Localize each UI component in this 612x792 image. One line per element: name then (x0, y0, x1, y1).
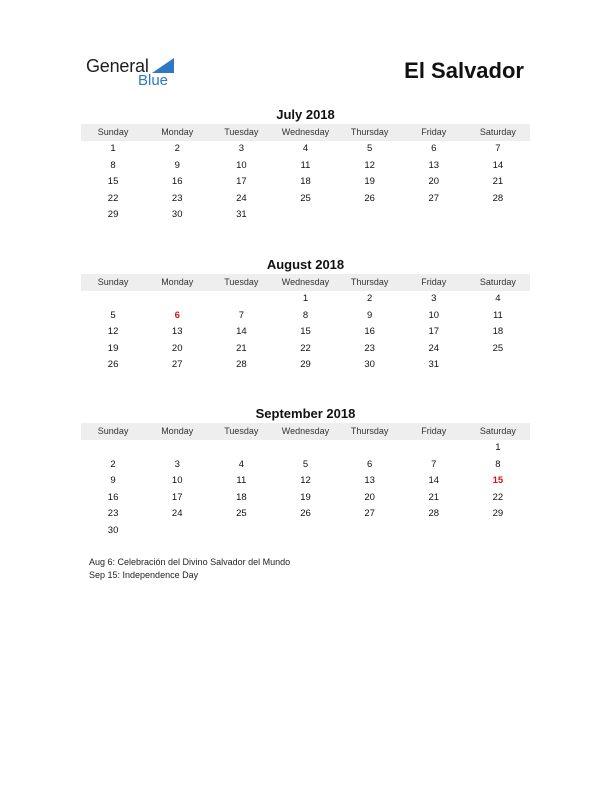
month-title: July 2018 (276, 107, 335, 122)
weekday-label: Sunday (97, 277, 129, 287)
day-cell: 27 (171, 359, 183, 370)
day-cell (209, 440, 273, 457)
weekday-label: Friday (421, 426, 447, 436)
day-cell: 28 (236, 359, 247, 370)
day-cell: 15 (107, 176, 119, 187)
weekday-label: Sunday (97, 127, 129, 137)
day-cell: 23 (364, 342, 375, 354)
holiday-item: Aug 6: Celebración del Divino Salvador del Mundo (89, 557, 291, 567)
day-cell: 10 (428, 309, 440, 321)
month-title: September 2018 (255, 406, 356, 421)
day-cell (402, 440, 466, 457)
day-cell (466, 207, 530, 224)
day-cell: 5 (366, 143, 373, 154)
week-row (81, 341, 530, 358)
weekday-label: Monday (161, 277, 194, 287)
week-row (81, 523, 530, 540)
day-cell: 17 (171, 491, 183, 503)
month-title: August 2018 (266, 257, 345, 272)
day-cell (81, 291, 145, 308)
weekday-label: Friday (421, 277, 447, 287)
day-cell (466, 357, 530, 374)
day-cell: 9 (174, 159, 180, 171)
day-cell: 31 (236, 209, 247, 220)
weekday-label: Tuesday (224, 277, 259, 287)
day-cell (338, 207, 402, 224)
day-cell (145, 523, 209, 540)
day-cell: 21 (236, 342, 247, 354)
day-cell (338, 440, 402, 457)
day-cell (338, 523, 402, 540)
weekday-label: Sunday (97, 426, 129, 436)
week-row (81, 207, 530, 224)
day-cell: 22 (107, 192, 119, 204)
day-cell: 29 (107, 209, 119, 220)
weekday-header-row (81, 274, 530, 291)
day-cell: 14 (492, 159, 504, 171)
holiday-day-cell: 6 (174, 309, 180, 321)
day-cell: 20 (364, 491, 375, 503)
day-cell: 30 (107, 524, 119, 536)
weekday-label: Friday (421, 127, 447, 137)
day-cell: 27 (428, 192, 440, 204)
day-cell: 29 (492, 508, 504, 519)
day-cell (273, 207, 337, 224)
day-cell: 1 (495, 442, 501, 453)
day-cell (273, 440, 337, 457)
week-row (81, 506, 530, 523)
day-cell: 2 (366, 293, 373, 304)
week-row (81, 158, 530, 175)
day-cell: 17 (236, 176, 247, 187)
week-row (81, 457, 530, 474)
day-cell: 7 (238, 309, 244, 321)
day-cell: 3 (431, 293, 437, 304)
logo-general-text: General (86, 56, 149, 76)
weekday-label: Saturday (479, 426, 516, 436)
day-cell: 18 (300, 176, 311, 187)
day-cell: 19 (107, 342, 119, 354)
day-cell: 30 (364, 359, 375, 370)
week-row (81, 473, 530, 490)
day-cell: 21 (428, 491, 440, 503)
weekday-header-row (81, 124, 530, 141)
month-calendar (81, 405, 530, 539)
day-cell: 1 (302, 293, 309, 304)
week-row (81, 308, 530, 325)
day-cell: 26 (300, 508, 311, 519)
weekday-label: Monday (161, 127, 194, 137)
holiday-day-cell: 15 (492, 475, 504, 486)
day-cell: 23 (171, 192, 183, 204)
day-cell (402, 523, 466, 540)
week-row (81, 141, 530, 158)
holiday-item: Sep 15: Independence Day (89, 570, 199, 580)
day-cell: 28 (492, 192, 504, 204)
day-cell: 3 (174, 458, 180, 470)
day-cell (402, 207, 466, 224)
day-cell: 24 (236, 192, 247, 204)
logo-triangle-icon (152, 58, 174, 73)
week-row (81, 174, 530, 191)
day-cell: 26 (364, 192, 375, 204)
day-cell: 4 (238, 458, 244, 470)
day-cell: 8 (495, 458, 501, 470)
week-row (81, 490, 530, 507)
day-cell: 26 (107, 359, 119, 370)
day-cell: 19 (364, 176, 375, 187)
weekday-label: Thursday (350, 277, 389, 287)
day-cell: 20 (171, 342, 183, 354)
day-cell: 7 (495, 143, 501, 154)
week-row (81, 324, 530, 341)
generalblue-logo (86, 56, 186, 90)
day-cell: 10 (236, 159, 247, 171)
day-cell: 14 (428, 475, 440, 486)
weekday-label: Tuesday (224, 426, 259, 436)
day-cell: 31 (428, 359, 440, 370)
day-cell: 25 (492, 342, 504, 354)
day-cell: 19 (300, 491, 311, 503)
day-cell: 1 (110, 143, 116, 154)
day-cell: 18 (236, 491, 247, 503)
day-cell (145, 291, 209, 308)
day-cell: 12 (107, 326, 119, 337)
weekday-label: Saturday (479, 277, 516, 287)
day-cell: 7 (431, 458, 437, 470)
month-calendar (81, 106, 530, 224)
day-cell: 2 (110, 458, 116, 470)
day-cell: 5 (110, 309, 116, 321)
day-cell: 14 (236, 326, 247, 337)
month-calendar (81, 256, 530, 374)
day-cell: 24 (171, 508, 183, 519)
day-cell: 25 (300, 192, 311, 204)
day-cell (273, 523, 337, 540)
day-cell: 11 (236, 475, 247, 486)
day-cell: 12 (300, 475, 311, 486)
day-cell (209, 523, 273, 540)
day-cell: 18 (492, 326, 504, 337)
day-cell: 9 (110, 475, 116, 486)
weekday-label: Thursday (350, 426, 389, 436)
day-cell: 28 (428, 508, 440, 519)
day-cell: 4 (302, 143, 309, 154)
day-cell: 20 (428, 176, 440, 187)
day-cell: 10 (171, 475, 183, 486)
country-title: El Salvador (404, 58, 524, 83)
day-cell: 5 (302, 458, 309, 470)
day-cell: 30 (171, 209, 183, 220)
day-cell: 8 (110, 159, 116, 171)
day-cell: 22 (300, 342, 311, 354)
week-row (81, 440, 530, 457)
week-row (81, 191, 530, 208)
day-cell: 6 (366, 458, 373, 470)
day-cell: 13 (428, 159, 440, 171)
weekday-header-row (81, 423, 530, 440)
day-cell: 13 (364, 475, 375, 486)
day-cell: 3 (238, 143, 244, 154)
day-cell: 16 (107, 491, 119, 503)
weekday-label: Saturday (479, 127, 516, 137)
day-cell (81, 440, 145, 457)
weekday-label: Wednesday (281, 426, 330, 436)
day-cell: 16 (171, 176, 183, 187)
day-cell (145, 440, 209, 457)
day-cell: 17 (428, 326, 440, 337)
weekday-label: Wednesday (281, 277, 330, 287)
holiday-list (89, 556, 290, 582)
day-cell: 24 (428, 342, 440, 354)
weekday-label: Wednesday (281, 127, 330, 137)
logo-blue-text: Blue (138, 72, 169, 89)
day-cell (466, 523, 530, 540)
weekday-label: Monday (161, 426, 194, 436)
day-cell: 6 (431, 143, 437, 154)
day-cell: 23 (107, 508, 119, 519)
day-cell: 15 (300, 326, 311, 337)
weekday-label: Thursday (350, 127, 389, 137)
day-cell: 11 (300, 159, 311, 171)
day-cell: 11 (492, 309, 503, 321)
day-cell: 16 (364, 326, 375, 337)
weekday-label: Tuesday (224, 127, 259, 137)
day-cell: 22 (492, 491, 504, 503)
week-row (81, 357, 530, 374)
day-cell: 12 (364, 159, 375, 171)
day-cell: 13 (171, 326, 183, 337)
day-cell: 25 (236, 508, 247, 519)
day-cell: 8 (302, 309, 309, 321)
day-cell: 21 (492, 176, 504, 187)
day-cell (209, 291, 273, 308)
day-cell: 4 (495, 293, 501, 304)
day-cell: 27 (364, 508, 375, 519)
day-cell: 9 (366, 309, 373, 321)
day-cell: 29 (300, 359, 311, 370)
week-row (81, 291, 530, 308)
day-cell: 2 (174, 143, 180, 154)
